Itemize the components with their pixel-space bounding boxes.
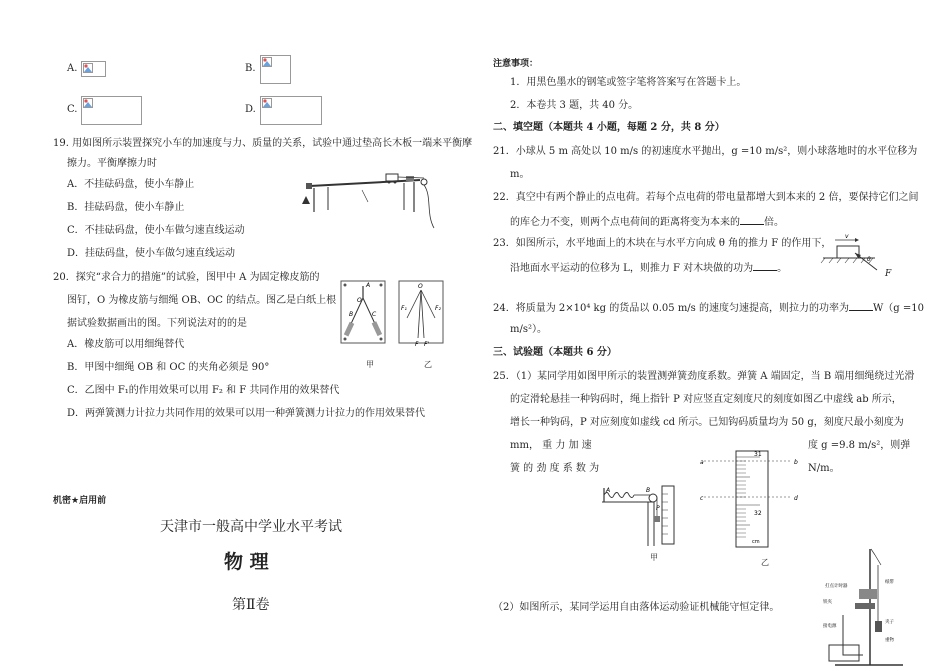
q20-option-d: D．两弹簧测力计拉力共同作用的效果可以用一种弹簧测力计拉力的作用效果替代 (67, 408, 426, 419)
fig-letter-fprime: F' (424, 341, 430, 348)
q20-fig-label-jia: 甲 (366, 360, 374, 369)
q23-answer-blank (753, 260, 777, 271)
q21-line1: 21．小球从 5 m 高处以 10 m/s 的初速度水平抛出，g =10 m/s²，则小球落地时的水平位移为 (493, 146, 918, 157)
q19-option-a: A．不挂砝码盘，使小车静止 (67, 179, 195, 190)
q25-ruler-figure (700, 447, 800, 559)
section-experiment-title: 三、试验题（本题共 6 分） (493, 347, 617, 358)
fig-letter-c: C (372, 311, 377, 318)
notice-title: 注意事项： (493, 59, 539, 69)
q25-fig2-label-clip: 夹子 (885, 620, 894, 625)
broken-image-icon (262, 98, 272, 108)
q25-line4a: mm， 重 力 加 速 (510, 440, 592, 451)
option-c-label: C. (67, 104, 78, 115)
broken-image-icon (262, 57, 272, 67)
option-a-label: A. (67, 63, 78, 74)
q23-line1: 23．如图所示，水平地面上的木块在与水平方向成 θ 角的推力 F 的作用下， (493, 238, 832, 249)
q25-fig2-label-clamp: 铁夹 (823, 600, 832, 605)
q22-line1: 22．真空中有两个静止的点电荷。若每个点电荷的带电量都增大到本来的 2 倍，要保持它们之间 (493, 192, 919, 203)
right-page (475, 0, 950, 671)
q25-ruler-mark-32: 32 (754, 510, 762, 517)
q25-line5a: 簧 的 劲 度 系 数 为 (510, 463, 600, 474)
q25-fig-label-yi: 乙 (761, 558, 769, 567)
q20-stem-line2: 图钉，O 为橡皮筋与细绳 OB、OC 的结点。图乙是白纸上根 (67, 295, 337, 306)
q20-option-c: C．乙图中 F₁的作用效果可以用 F₂ 和 F 共同作用的效果替代 (67, 385, 340, 396)
q20-fig-label-yi: 乙 (424, 360, 432, 369)
fig-letter-o: O (357, 297, 362, 304)
q25-line-a: a (700, 459, 704, 466)
q22-line2: 的库仑力不变，则两个点电荷间的距离将变为本来的 倍。 (510, 214, 784, 230)
q25-ruler-unit: cm (752, 539, 760, 545)
q25-fig-pointer: P (656, 505, 660, 512)
q25-part2: （2）如图所示，某同学运用自由落体运动验证机械能守恒定律。 (493, 602, 780, 613)
q25-fig-label-jia: 甲 (650, 553, 658, 562)
q22-answer-blank (740, 214, 764, 225)
fig-letter-a: A (366, 282, 371, 289)
q23-push-block-figure (815, 228, 887, 278)
broken-image-icon (83, 63, 93, 73)
subject-title: 物 理 (224, 551, 269, 573)
q25-line3: 增长一种钩码，P 对应刻度如虚线 cd 所示。已知钩码质量均为 50 g，刻度尺最小刻度为 (510, 417, 904, 428)
broken-image-icon (83, 98, 93, 108)
q25-line-b: b (794, 459, 798, 466)
q19-stem-line1: 19. 用如图所示装置探究小车的加速度与力、质量的关系，试验中通过垫高长木板一端来平衡摩 (53, 138, 473, 149)
q25-fig2-label-tape: 纸带 (885, 580, 894, 585)
q25-fig-a-end: A (606, 487, 611, 494)
option-d-image (260, 96, 322, 125)
q24-line1: 24．将质量为 2×10⁴ kg 的货品以 0.05 m/s 的速度匀速提高，则拉力的功率为 W（g =10 (493, 300, 924, 316)
option-d-label: D. (245, 104, 256, 115)
notice-item-2: 2．本卷共 3 题，共 40 分。 (510, 100, 639, 111)
q19-stem-line2: 擦力。平衡摩擦力时 (67, 158, 157, 169)
option-b-label: B. (245, 63, 256, 74)
left-page (0, 0, 473, 671)
q19-cart-apparatus-figure (296, 168, 440, 234)
q25-line5b: N/m。 (808, 463, 840, 474)
fig-letter-f1: F₁ (401, 305, 407, 312)
option-a-image (81, 61, 106, 77)
section-fill-in-title: 二、填空题（本题共 4 小题，每题 2 分，共 8 分） (493, 122, 725, 133)
q19-option-b: B．挂砝码盘，使小车静止 (67, 202, 185, 213)
q25-line1: 25．（1）某同学用如图甲所示的装置测弹簧劲度系数。弹簧 A 端固定，当 B 端用细绳绕过光滑 (493, 371, 915, 382)
q25-fig2-label-power: 接电源 (823, 624, 837, 629)
exam-title: 天津市一般高中学业水平考试 (160, 519, 342, 535)
q25-fig-b-end: B (646, 487, 651, 494)
option-b-image (260, 55, 291, 84)
q23-fig-theta: θ (867, 256, 871, 263)
secret-stamp: 机密★启用前 (53, 496, 107, 506)
q21-line2: m。 (510, 169, 530, 180)
volume-title: 第Ⅱ卷 (232, 597, 270, 613)
q25-line2: 的定滑轮悬挂一种钩码时，绳上指针 P 对应竖直定刻度尺的刻度如图乙中虚线 ab 所示， (510, 394, 902, 405)
q25-fig2-label-timer: 打点计时器 (825, 584, 848, 589)
q25-fig2-label-weight: 重物 (885, 638, 894, 643)
q25-spring-figure (598, 480, 688, 552)
fig-letter-f2: F₂ (435, 305, 441, 312)
fig-letter-o2: O (418, 283, 423, 290)
q20-stem-line3: 据试验数据画出的图。下列说法对的的是 (67, 318, 247, 329)
q24-answer-blank (849, 300, 873, 311)
fig-letter-b: B (349, 311, 354, 318)
q20-option-b: B．甲图中细绳 OB 和 OC 的夹角必须是 90° (67, 362, 270, 373)
q23-fig-f-label: F (885, 269, 892, 279)
notice-item-1: 1．用黑色墨水的钢笔或签字笔将答案写在答题卡上。 (510, 77, 747, 88)
q25-line-d: d (794, 495, 798, 502)
q20-force-figure (338, 278, 446, 348)
q19-option-c: C．不挂砝码盘，使小车做匀速直线运动 (67, 225, 245, 236)
q23-fig-v: v (845, 233, 849, 240)
q19-option-d: D．挂砝码盘，使小车做匀速直线运动 (67, 248, 236, 259)
q23-line2: 沿地面水平运动的位移为 L，则推力 F 对木块做的功为 。 (510, 260, 787, 276)
q24-line2: m/s²）。 (510, 324, 547, 335)
fig-letter-f: F (415, 341, 419, 348)
q25-line4b: 度 g =9.8 m/s²，则弹 (808, 440, 911, 451)
q20-option-a: A．橡皮筋可以用细绳替代 (67, 339, 185, 350)
q25-line-c: c (700, 495, 704, 502)
option-c-image (81, 96, 142, 125)
q20-stem-line1: 20．探究“求合力的措施”的试验，图甲中 A 为固定橡皮筋的 (53, 272, 320, 283)
q25-free-fall-figure (815, 545, 915, 669)
q25-ruler-mark-31: 31 (754, 451, 762, 458)
